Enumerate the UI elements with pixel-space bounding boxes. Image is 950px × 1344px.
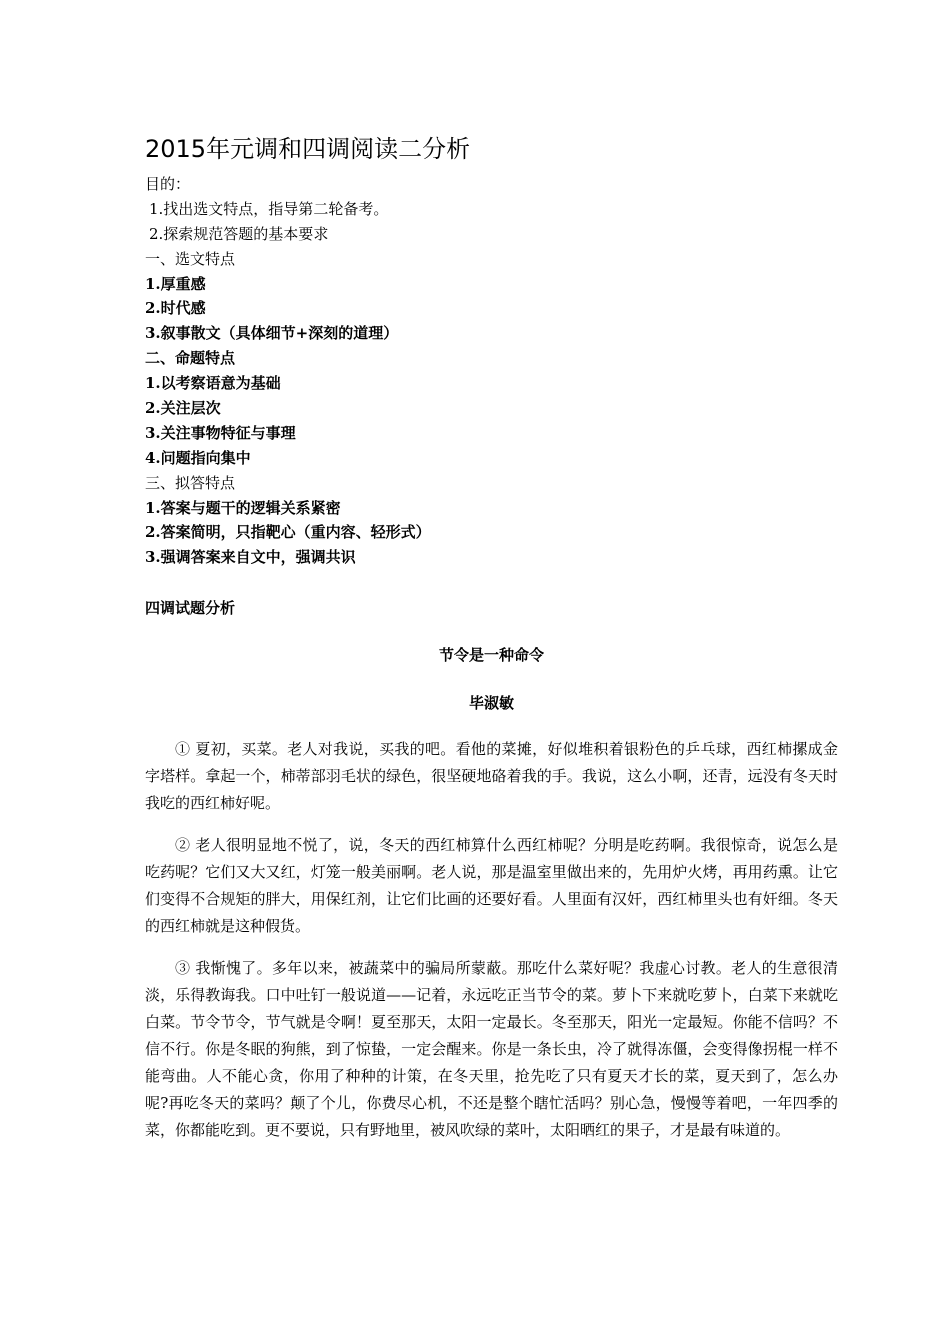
section2-item: 3.关注事物特征与事理 <box>145 423 296 442</box>
section2-heading: 二、命题特点 <box>145 349 236 368</box>
section2-item: 1.以考察语意为基础 <box>145 374 281 393</box>
article-paragraph-2: ② 老人很明显地不悦了，说，冬天的西红柿算什么西红柿呢？分明是吃药啊。我很惊奇，说怎么是吃药呢？它们又大又红，灯笼一般美丽啊。老人说，那是温室里做出来的，先用炉火烤，再用药熏。让它们变得不合规矩的胖大，用保红剂，让它们比画的还要好看。人里面有汉奸，西红柿里头也有奸细。冬天的西红柿就是这种假货。 <box>145 836 838 935</box>
section3-heading: 三、拟答特点 <box>145 473 236 492</box>
section3-item: 2.答案简明，只指靶心（重内容、轻形式） <box>145 523 431 542</box>
section1-item: 1.厚重感 <box>145 274 206 293</box>
section3-item: 1.答案与题干的逻辑关系紧密 <box>145 498 341 517</box>
purpose-item: 2.探索规范答题的基本要求 <box>149 224 329 243</box>
outline-block <box>145 172 845 570</box>
article-paragraph-1: ① 夏初，买菜。老人对我说，买我的吧。看他的菜摊，好似堆积着银粉色的乒乓球，西红柿摞成金字塔样。拿起一个，柿蒂部羽毛状的绿色，很坚硬地硌着我的手。我说，这么小啊，还青，远没有冬天时我吃的西红柿好呢。 <box>145 740 838 812</box>
purpose-heading: 目的： <box>145 175 191 193</box>
article-title: 节令是一种命令 <box>438 646 544 664</box>
section1-item: 3.叙事散文（具体细节+深刻的道理） <box>145 324 399 343</box>
section1-heading: 一、选文特点 <box>145 249 236 268</box>
article-paragraph-3: ③ 我惭愧了。多年以来，被蔬菜中的骗局所蒙蔽。那吃什么菜好呢？我虚心讨教。老人的生意很清淡，乐得教诲我。口中吐钉一般说道——记着，永远吃正当节令的菜。萝卜下来就吃萝卜，白菜下来就吃白菜。节令节令，节气就是令啊！夏至那天，太阳一定最长。冬至那天，阳光一定最短。你能不信吗？不信不行。你是冬眠的狗熊，到了惊蛰，一定会醒来。你是一条长虫，冷了就得冻僵，会变得像拐棍一样不能弯曲。人不能心贪，你用了种种的计策，在冬天里，抢先吃了只有夏天才长的菜，夏天到了，怎么办呢?再吃冬天的菜吗？颠了个儿，你费尽心机，不还是整个瞎忙活吗？别心急，慢慢等着吧，一年四季的菜，你都能吃到。更不要说，只有野地里，被风吹绿的菜叶，太阳晒红的果子，才是最有味道的。 <box>145 959 838 1139</box>
purpose-item: 1.找出选文特点，指导第二轮备考。 <box>149 199 389 218</box>
analysis-heading: 四调试题分析 <box>145 599 236 617</box>
section2-item: 2.关注层次 <box>145 399 221 418</box>
article-author: 毕淑敏 <box>468 694 514 712</box>
section2-item: 4.问题指向集中 <box>145 448 251 467</box>
section1-item: 2.时代感 <box>145 299 206 318</box>
document-title: 2015年元调和四调阅读二分析 <box>145 135 471 163</box>
section3-item: 3.强调答案来自文中，强调共识 <box>145 548 356 567</box>
